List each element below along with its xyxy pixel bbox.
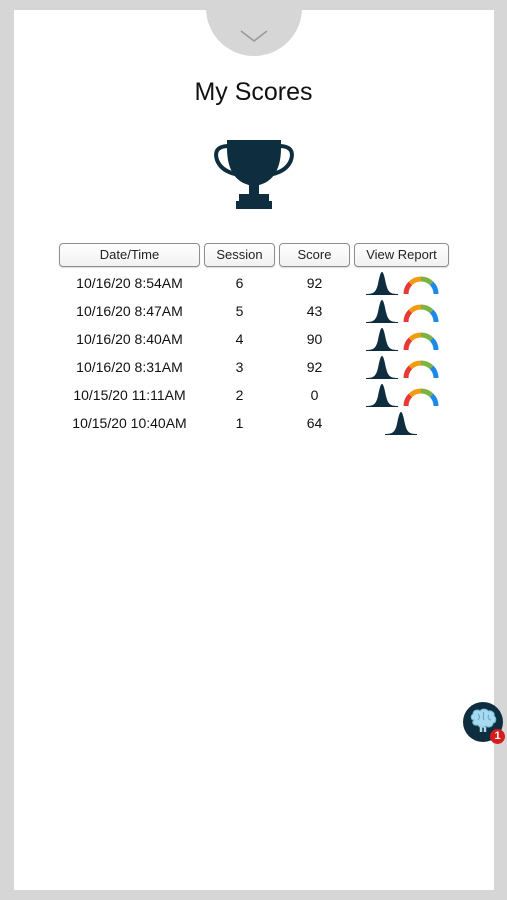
session-cell: 5 — [235, 303, 244, 319]
date-time-cell: 10/16/20 8:47AM — [76, 303, 183, 319]
score-cell: 92 — [306, 359, 323, 375]
date-time-cell: 10/16/20 8:40AM — [76, 331, 183, 347]
session-header-button[interactable]: Session — [204, 243, 275, 267]
session-cell: 2 — [235, 387, 244, 403]
table-row — [0, 382, 507, 410]
session-cell: 6 — [235, 275, 244, 291]
gauge-icon[interactable] — [402, 386, 440, 411]
table-row — [0, 410, 507, 438]
score-cell: 64 — [306, 415, 323, 431]
table-row — [0, 354, 507, 382]
table-row — [0, 326, 507, 354]
score-cell: 92 — [306, 275, 323, 291]
notification-badge: 1 — [490, 729, 505, 744]
gauge-icon[interactable] — [402, 274, 440, 299]
date-time-header-button[interactable]: Date/Time — [59, 243, 200, 267]
session-cell: 4 — [235, 331, 244, 347]
score-cell: 90 — [306, 331, 323, 347]
date-time-cell: 10/16/20 8:31AM — [76, 359, 183, 375]
session-cell: 1 — [235, 415, 244, 431]
bell-curve-icon[interactable] — [364, 270, 400, 299]
date-time-cell: 10/16/20 8:54AM — [76, 275, 183, 291]
score-cell: 0 — [310, 387, 319, 403]
bell-curve-icon[interactable] — [364, 298, 400, 327]
gauge-icon[interactable] — [402, 330, 440, 355]
table-row — [0, 298, 507, 326]
session-cell: 3 — [235, 359, 244, 375]
gauge-icon[interactable] — [402, 358, 440, 383]
bell-curve-icon[interactable] — [364, 382, 400, 411]
page-title: My Scores — [194, 78, 313, 106]
table-row — [0, 270, 507, 298]
bell-curve-icon[interactable] — [383, 410, 419, 439]
view-report-header-button[interactable]: View Report — [354, 243, 449, 267]
bell-curve-icon[interactable] — [364, 326, 400, 355]
bell-curve-icon[interactable] — [364, 354, 400, 383]
date-time-cell: 10/15/20 11:11AM — [73, 387, 186, 403]
chevron-down-icon — [239, 29, 269, 43]
date-time-cell: 10/15/20 10:40AM — [72, 415, 187, 431]
score-cell: 43 — [306, 303, 323, 319]
trophy-icon — [213, 138, 295, 210]
score-header-button[interactable]: Score — [279, 243, 350, 267]
gauge-icon[interactable] — [402, 302, 440, 327]
